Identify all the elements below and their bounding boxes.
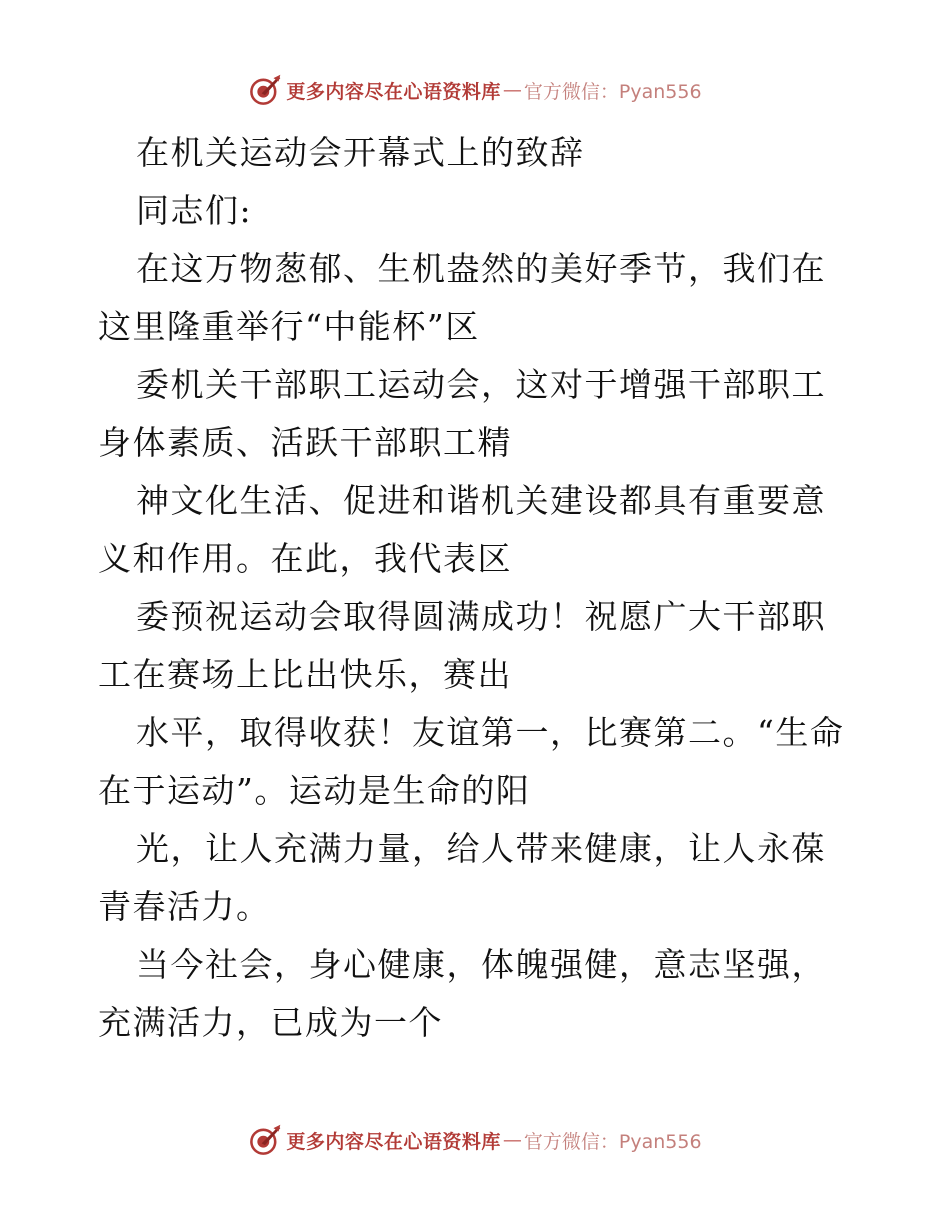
footer-banner	[0, 1120, 950, 1160]
paragraph: 委机关干部职工运动会，这对于增强干部职工身体素质、活跃干部职工精	[98, 365, 826, 462]
document-body	[98, 124, 852, 1052]
paragraph: 神文化生活、促进和谐机关建设都具有重要意义和作用。在此，我代表区	[98, 481, 826, 578]
paragraph: 水平，取得收获！友谊第一，比赛第二。“生命在于运动”。运动是生命的阳	[98, 713, 845, 810]
document-title: 在机关运动会开幕式上的致辞	[136, 133, 585, 172]
header-wechat-text: 官方微信：Pyan556	[523, 80, 702, 103]
document-salutation: 同志们:	[136, 191, 253, 230]
paragraph: 委预祝运动会取得圆满成功！祝愿广大干部职工在赛场上比出快乐，赛出	[98, 597, 826, 694]
header-banner	[0, 70, 950, 110]
header-dash: —	[502, 79, 522, 101]
paragraph: 当今社会，身心健康，体魄强健，意志坚强，充满活力，已成为一个	[98, 945, 826, 1042]
footer-dash: —	[502, 1129, 522, 1151]
quill-pen-logo-icon	[248, 73, 282, 107]
footer-site-text: 更多内容尽在心语资料库	[286, 1130, 501, 1153]
quill-pen-logo-icon	[248, 1123, 282, 1157]
paragraph: 光，让人充满力量，给人带来健康，让人永葆青春活力。	[98, 829, 826, 926]
footer-wechat-text: 官方微信：Pyan556	[523, 1130, 702, 1153]
header-site-text: 更多内容尽在心语资料库	[286, 80, 501, 103]
paragraph: 在这万物葱郁、生机盎然的美好季节，我们在这里隆重举行“中能杯”区	[98, 249, 826, 346]
